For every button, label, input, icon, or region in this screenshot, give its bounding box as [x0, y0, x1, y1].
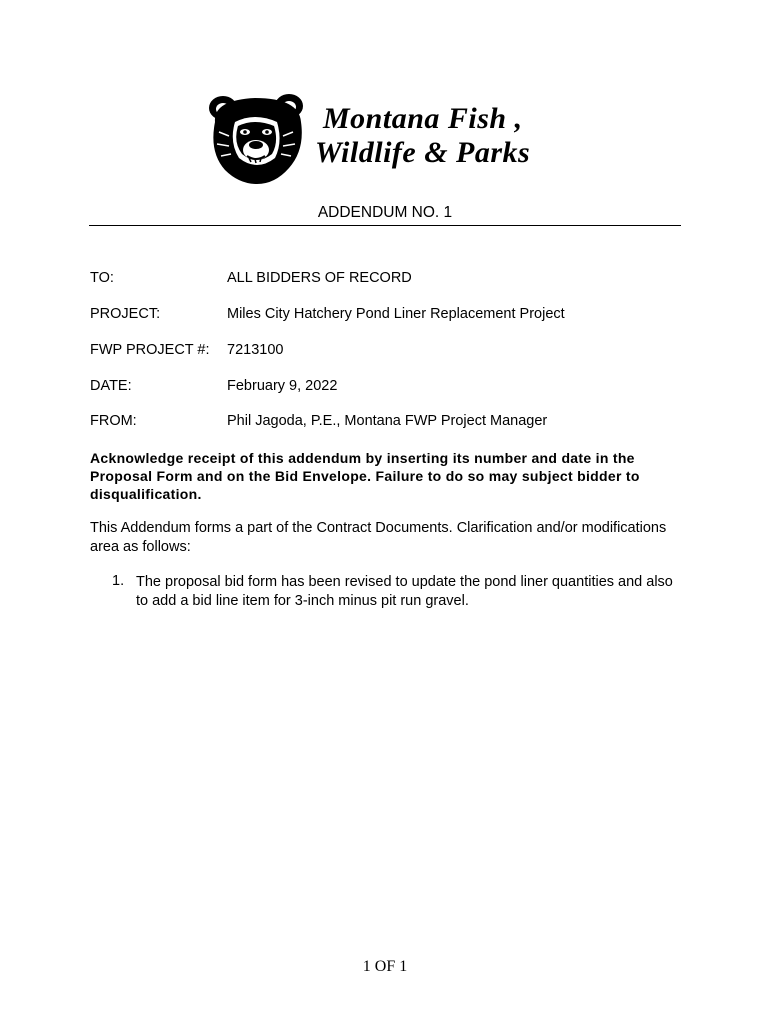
bear-head-icon — [205, 92, 309, 188]
title-divider — [89, 225, 681, 226]
agency-logo — [205, 92, 575, 188]
intro-paragraph: This Addendum forms a part of the Contract Documents. Clarification and/or modifications area as follows: — [90, 520, 667, 555]
to-label: TO: — [90, 270, 114, 286]
list-item-number: 1. — [112, 573, 125, 589]
from-value: Phil Jagoda, P.E., Montana FWP Project Manager — [227, 413, 548, 429]
fwp-project-number-label: FWP PROJECT #: — [90, 342, 210, 358]
date-label: DATE: — [90, 378, 132, 394]
fwp-project-number-value: 7213100 — [227, 342, 284, 358]
acknowledgement-notice: Acknowledge receipt of this addendum by inserting its number and date in the Proposal Form and on the Bid Envelope. Failure to do so may subject bidder to disqualification. — [90, 450, 640, 502]
project-value: Miles City Hatchery Pond Liner Replacement Project — [227, 306, 565, 322]
logo-text-line1: Montana Fish , — [323, 102, 523, 135]
date-value: February 9, 2022 — [227, 378, 338, 394]
document-title: ADDENDUM NO. 1 — [317, 204, 453, 221]
list-item-text: The proposal bid form has been revised to update the pond liner quantities and also to add a bid line item for 3-inch minus pit run gravel. — [136, 574, 673, 609]
from-label: FROM: — [90, 413, 137, 429]
project-label: PROJECT: — [90, 306, 161, 322]
logo-text-line2: Wildlife & Parks — [315, 136, 531, 169]
to-value: ALL BIDDERS OF RECORD — [227, 270, 412, 286]
page-number: 1 OF 1 — [362, 958, 408, 975]
